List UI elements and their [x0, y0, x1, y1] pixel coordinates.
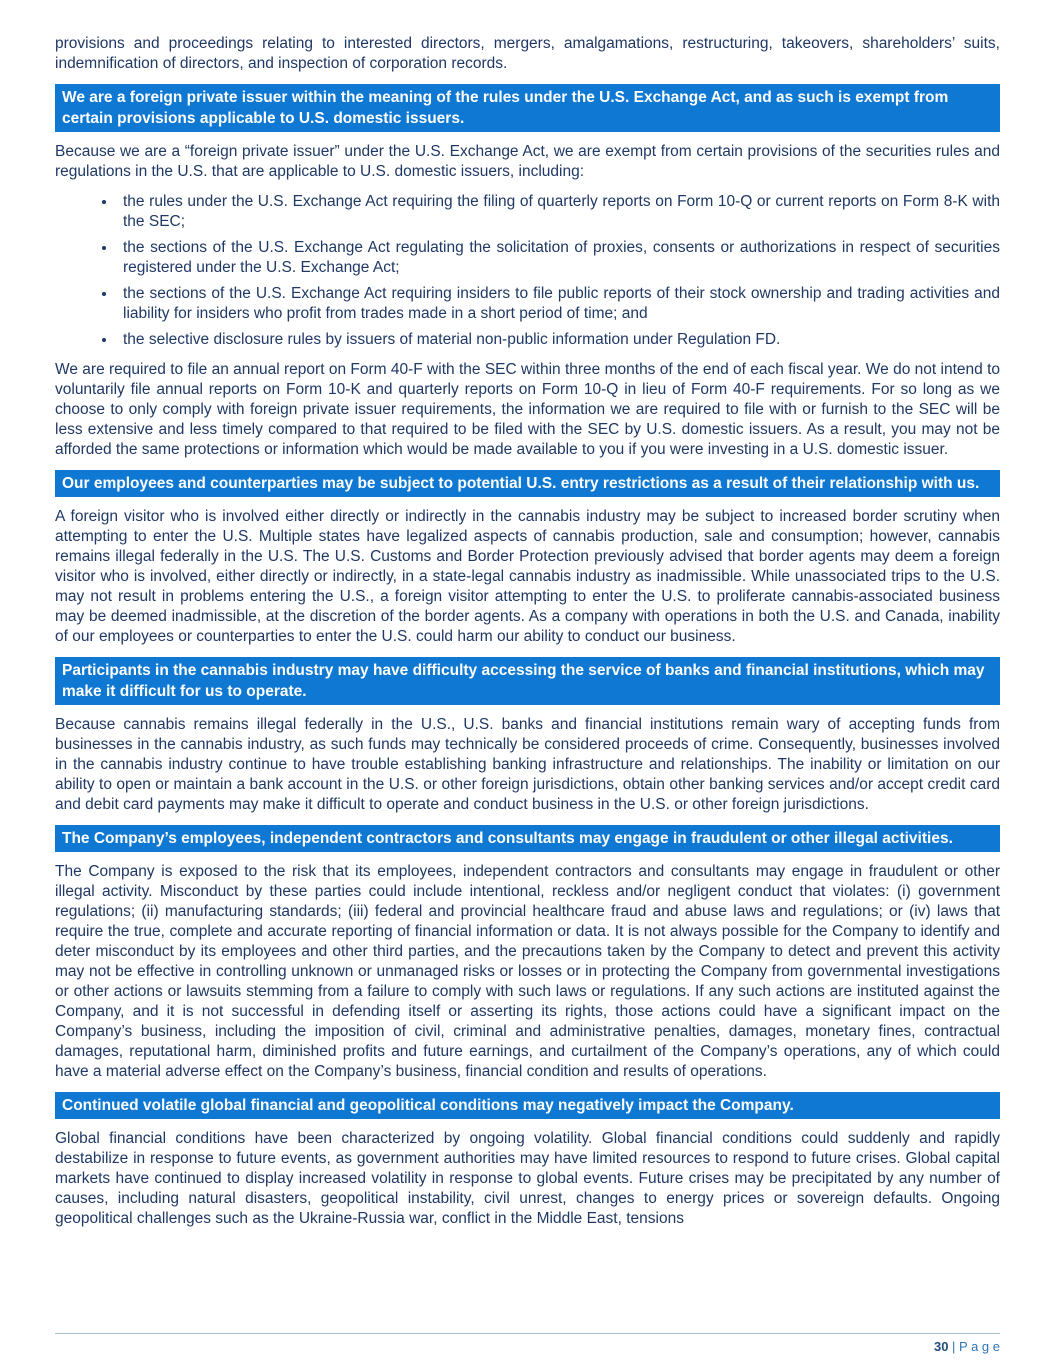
- page-footer: [55, 1333, 1000, 1355]
- paragraph: Because cannabis remains illegal federally in the U.S., U.S. banks and financial institutions remain wary of accepting funds from businesses in the cannabis industry, as such funds may technically be considered proceeds of crime. Consequently, businesses involved in the cannabis industry continue to have trouble establishing banking infrastructure and relationships. The inability or limitation on our ability to open or maintain a bank account in the U.S. or other foreign jurisdictions, obtain other banking services and/or accept credit card and debit card payments may make it difficult to operate and conduct business in the U.S. or other foreign jurisdictions.: [55, 716, 1000, 813]
- section-heading: Our employees and counterparties may be subject to potential U.S. entry restrictions as a result of their relationship with us.: [55, 470, 1000, 497]
- paragraph: Because we are a “foreign private issuer” under the U.S. Exchange Act, we are exempt from certain provisions of the securities rules and regulations in the U.S. that are applicable to U.S. domestic issuers, including:: [55, 143, 1000, 180]
- page-number-value: 30: [933, 1339, 949, 1354]
- page-number-suffix: | P a g e: [948, 1339, 1000, 1354]
- section-heading: Continued volatile global financial and geopolitical conditions may negatively impact the Company.: [55, 1092, 1000, 1119]
- footer-divider: [55, 1333, 1000, 1334]
- bullet-item: • the selective disclosure rules by issuers of material non-public information under Regulation FD.: [117, 330, 1000, 350]
- bullet-list: [55, 192, 1000, 350]
- paragraph: We are required to file an annual report on Form 40-F with the SEC within three months of the end of each fiscal year. We do not intend to voluntarily file annual reports on Form 10-K and quarterly reports on Form 10-Q in lieu of Form 40-F requirements. For so long as we choose to only comply with foreign private issuer requirements, the information we are required to file with or furnish to the SEC will be less extensive and less timely compared to that required to be filed with the SEC by U.S. domestic issuers. As a result, you may not be afforded the same protections or information which would be made available to you if you were investing in a U.S. domestic issuer.: [55, 361, 1000, 458]
- section-heading: We are a foreign private issuer within the meaning of the rules under the U.S. Exchange Act, and as such is exempt from certain provisions applicable to U.S. domestic issuers.: [55, 84, 1000, 132]
- bullet-item: • the rules under the U.S. Exchange Act requiring the filing of quarterly reports on Form 10-Q or current reports on Form 8-K with the SEC;: [117, 192, 1000, 232]
- paragraph: provisions and proceedings relating to interested directors, mergers, amalgamations, restructuring, takeovers, shareholders’ suits, indemnification of directors, and inspection of corporation records.: [55, 35, 1000, 72]
- section-heading: The Company’s employees, independent contractors and consultants may engage in fraudulent or other illegal activities.: [55, 825, 1000, 852]
- bullet-item: • the sections of the U.S. Exchange Act regulating the solicitation of proxies, consents or authorizations in respect of securities registered under the U.S. Exchange Act;: [117, 238, 1000, 278]
- section-heading: Participants in the cannabis industry may have difficulty accessing the service of banks and financial institutions, which may make it difficult for us to operate.: [55, 657, 1000, 705]
- paragraph: The Company is exposed to the risk that its employees, independent contractors and consultants may engage in fraudulent or other illegal activity. Misconduct by these parties could include intentional, reckless and/or negligent conduct that violates: (i) government regulations; (ii) manufacturing standards; (iii) federal and provincial healthcare fraud and abuse laws and regulations; or (iv) laws that require the true, complete and accurate reporting of financial information or data. It is not always possible for the Company to identify and deter misconduct by its employees and other third parties, and the precautions taken by the Company to detect and prevent this activity may not be effective in controlling unknown or unmanaged risks or losses or in protecting the Company from governmental investigations or other actions or lawsuits stemming from a failure to comply with such laws or regulations. If any such actions are instituted against the Company, and it is not successful in defending itself or asserting its rights, those actions could have a significant impact on the Company’s business, including the imposition of civil, criminal and administrative penalties, damages, monetary fines, contractual damages, reputational harm, diminished profits and future earnings, and curtailment of the Company’s operations, any of which could have a material adverse effect on the Company’s business, financial condition and results of operations.: [55, 863, 1000, 1080]
- document-content: [55, 34, 1000, 1229]
- paragraph: Global financial conditions have been characterized by ongoing volatility. Global financial conditions could suddenly and rapidly destabilize in response to future events, as government authorities may have limited resources to respond to future crises. Global capital markets have continued to display increased volatility in response to global events. Future crises may be precipitated by any number of causes, including natural disasters, geopolitical instability, civil unrest, changes to energy prices or sovereign defaults. Ongoing geopolitical challenges such as the Ukraine-Russia war, conflict in the Middle East, tensions: [55, 1130, 1000, 1227]
- paragraph: A foreign visitor who is involved either directly or indirectly in the cannabis industry may be subject to increased border scrutiny when attempting to enter the U.S. Multiple states have legalized aspects of cannabis production, sale and consumption; however, cannabis remains illegal federally in the U.S. The U.S. Customs and Border Protection previously advised that border agents may deem a foreign visitor who is involved, either directly or indirectly, in a state-legal cannabis industry as inadmissible. While unassociated trips to the U.S. may not result in problems entering the U.S., a foreign visitor attempting to enter the U.S. to proliferate cannabis-associated business may be deemed inadmissible, at the discretion of the border agents. As a company with operations in both the U.S. and Canada, inability of our employees or counterparties to enter the U.S. could harm our ability to conduct our business.: [55, 508, 1000, 645]
- page-number: [55, 1339, 1000, 1355]
- bullet-item: • the sections of the U.S. Exchange Act requiring insiders to file public reports of their stock ownership and trading activities and liability for insiders who profit from trades made in a short period of time; and: [117, 284, 1000, 324]
